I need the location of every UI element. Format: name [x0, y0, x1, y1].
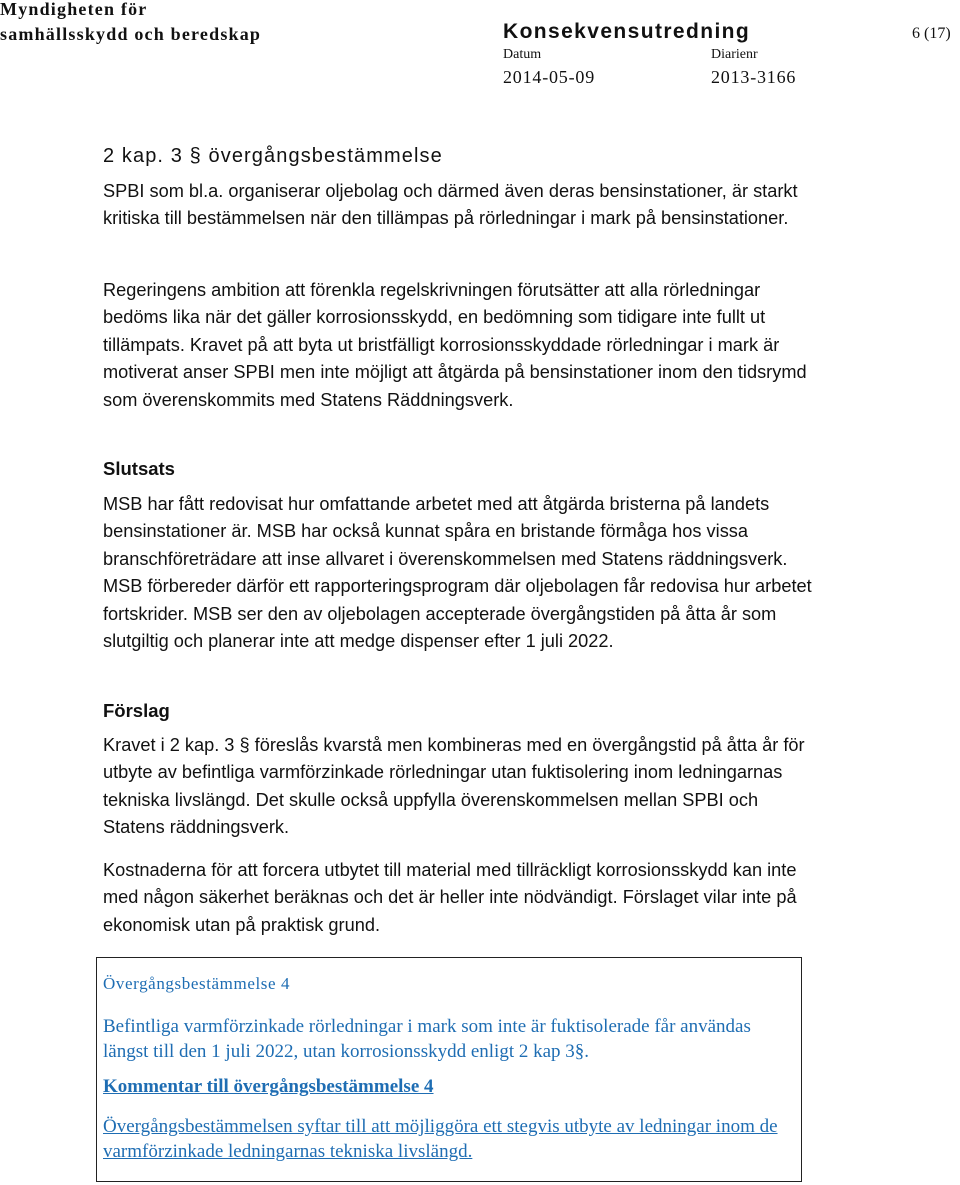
diarienr-label: Diarienr	[711, 47, 758, 62]
forslag-paragraph-2	[103, 857, 823, 939]
section-p2-text: Regeringens ambition att förenkla regelskrivningen förutsätter att alla rörledningar bedöms lika när det gäller korrosionsskydd, en bedömning som tidigare inte fullt ut tillämpats. Kravet på att byta ut bristfälligt korrosionsskyddade rörledningar i mark är motiverat anser SPBI men inte möjligt att åtgärda på bensinstationer inom den tidsrymd som överenskommits med Statens Räddningsverk.	[103, 280, 807, 410]
org-name-line1: Myndigheten för	[0, 0, 148, 19]
forslag-p2-text: Kostnaderna för att forcera utbytet till material med tillräckligt korrosionsskydd kan inte med någon säkerhet beräknas och det är heller inte nödvändigt. Förslaget vilar inte på ekonomisk utan på praktisk grund.	[103, 860, 797, 935]
forslag-paragraph-1	[103, 732, 823, 842]
slutsats-paragraph	[103, 491, 823, 655]
forslag-p1-text: Kravet i 2 kap. 3 § föreslås kvarstå men kombineras med en övergångstid på åtta år för utbyte av befintliga varmförzinkade rörledningar utan fuktisolering inom ledningarnas tekniska livslängd. Det skulle också uppfylla överenskommelsen mellan SPBI och Statens räddningsverk.	[103, 735, 805, 838]
document-title: Konsekvensutredning	[503, 20, 751, 43]
comment-text: Övergångsbestämmelsen syftar till att möjliggöra ett stegvis utbyte av ledningar inom de varmförzinkade ledningarnas tekniska livslängd.	[103, 1116, 778, 1162]
diarienr-value: 2013-3166	[711, 67, 797, 87]
section-subheading: 2 kap. 3 § övergångsbestämmelse	[103, 145, 443, 167]
section-paragraph-2	[103, 277, 823, 414]
org-name-line2: samhällsskydd och beredskap	[0, 24, 262, 44]
transition-rule-text: Befintliga varmförzinkade rörledningar i mark som inte är fuktisolerade får användas längst till den 1 juli 2022, utan korrosionsskydd enligt 2 kap 3§.	[103, 1016, 751, 1062]
section-p1-text: SPBI som bl.a. organiserar oljebolag och därmed även deras bensinstationer, är starkt kritiska till bestämmelsen när den tillämpas på rörledningar i mark på bensinstationer.	[103, 181, 798, 229]
date-value: 2014-05-09	[503, 67, 595, 87]
section-paragraph-1	[103, 178, 823, 233]
slutsats-heading: Slutsats	[103, 458, 175, 479]
date-label: Datum	[503, 47, 542, 62]
forslag-heading: Förslag	[103, 700, 170, 721]
slutsats-text: MSB har fått redovisat hur omfattande arbetet med att åtgärda bristerna på landets bensinstationer är. MSB har också kunnat spåra en bristande förmåga hos vissa branschföreträdare att inse allvaret i överenskommelsen med Statens räddningsverk. MSB förbereder därför ett rapporteringsprogram där oljebolagen får redovisa hur arbetet fortskrider. MSB ser den av oljebolagen accepterade övergångstiden på åtta år som slutgiltig och planerar inte att medge dispenser efter 1 juli 2022.	[103, 494, 812, 652]
transition-rule-label: Övergångsbestämmelse 4	[103, 974, 291, 993]
page-number: 6 (17)	[912, 25, 951, 42]
transition-rule-box	[96, 957, 802, 1182]
comment-heading: Kommentar till övergångsbestämmelse 4	[103, 1076, 434, 1097]
